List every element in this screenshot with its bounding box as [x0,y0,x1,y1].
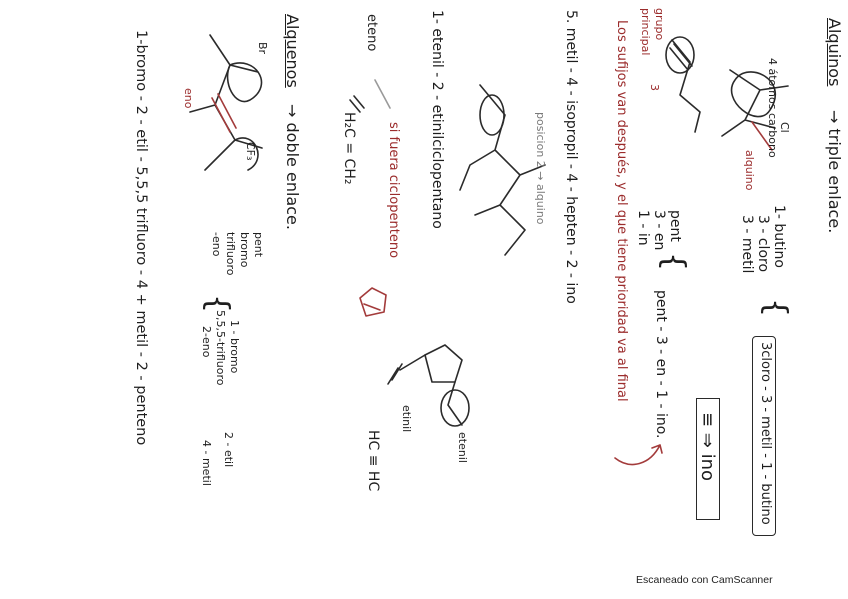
alquenos-definition: → doble enlace. [283,104,302,230]
pent-line-3: 1 - in [635,210,651,246]
alquenos-title: Alquenos [283,14,302,88]
alkene-double-bond [212,94,236,132]
pent-result: pent - 3 - en - 1 - ino. [653,290,669,439]
camscanner-footer: Escaneado con CamScanner [636,574,773,586]
answer-box-text: 3cloro - 3 - metil - 1 - butino [758,342,773,525]
alquinos-title: Alquinos [825,18,844,87]
cl-label: Cl [778,122,791,133]
eteno-label: eteno [364,14,379,52]
cyclopentane-ring [425,345,462,382]
pent-line-1: pent [667,210,683,242]
cyclopentene-double-bond [364,304,380,310]
eteno-sketch [375,80,390,108]
bromo-left-1: pent [252,232,265,258]
bromo-right-1: 1 - bromo [228,320,241,374]
bromo-left-3: trifluoro [224,232,237,276]
grupo-principal-1: grupo [653,8,666,41]
bromo-right-3: 2-eno [200,326,213,358]
etil-line: 2 - etil [222,432,235,468]
butino-line-3: 3 - metil [739,215,755,274]
pent-line-2: 3 - en [651,210,667,251]
alquinos-definition: → triple enlace. [825,110,844,234]
butino-line-1: 1- butino [771,205,787,268]
etenil-title: 1- etenil - 2 - etinilciclopentano [429,10,445,229]
bromo-brace: { [200,294,235,314]
metil-line: 4 - metil [200,440,213,486]
butino-line-2: 3 - cloro [755,215,771,273]
bromo-right-2: 5,5,5-trifluoro [214,310,227,386]
sufijos-note: Los sufijos van después, y el que tiene prioridad va al final [614,20,629,402]
number-3: 3 [648,84,661,91]
eno-label: eno [182,88,195,109]
pentenyne-skeleton [670,40,700,132]
red-curve-arrow [615,445,662,464]
h2c-ch2: H₂C = CH₂ [341,112,357,185]
atomos-carbono-label: 4 átomos carbono [766,58,779,158]
final-name: 1-bromo - 2 - etil - 5,5,5 trifluoro - 4 + metil - 2 - penteno [133,30,149,446]
posicion-note: posicion 2 → alquino [534,112,547,225]
heptenyne-skeleton [460,85,545,255]
bromo-left-2: bromo [238,232,251,268]
br-label: Br [256,42,269,55]
etenil-circle [441,390,469,426]
hc-hc: HC ≡ HC [365,430,381,492]
butino-brace: { [758,298,793,318]
triple-bond-circle-2 [480,95,504,135]
triple-bond-circle [666,37,694,73]
grupo-principal-2: principal [639,8,652,56]
rule-5: 5. metil - 4 - isopropil - 4 - hepten - 2 - ino [563,10,579,304]
etenil-substituent [448,382,462,425]
pent-brace: { [656,252,691,272]
etinil-label: etinil [400,405,413,433]
si-fuera-ciclopenteno: si fuera ciclopenteno [386,122,401,259]
alquino-label: alquino [743,150,756,191]
etenil-label: etenil [456,432,469,463]
bromo-left-4: -eno [210,232,223,257]
etinil-substituent [388,355,425,384]
cyclopentene-ring [360,288,386,316]
cf3-label: CF₃ [244,142,257,161]
eteno-double [350,96,364,112]
ino-box-text: ≡ ⇒ ino [697,412,718,482]
